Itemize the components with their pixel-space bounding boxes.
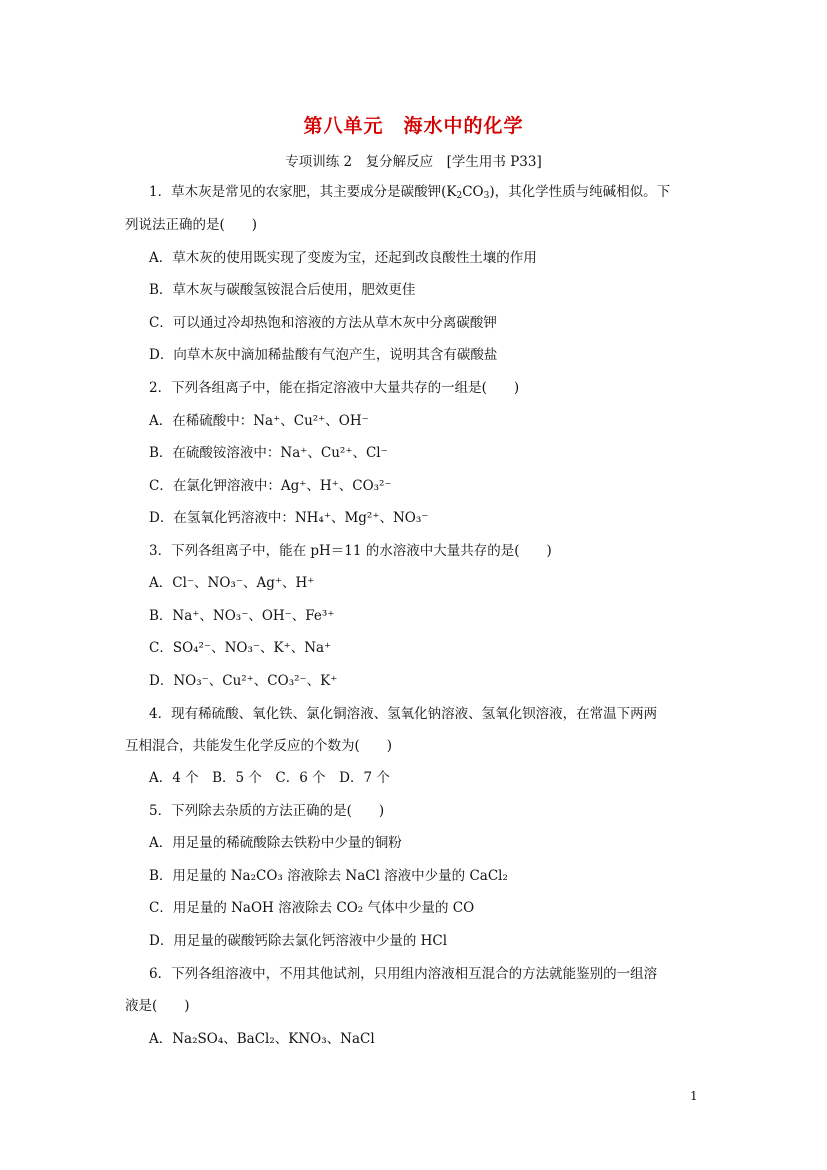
page-number: 1 [690,1089,698,1103]
question-4-stem-line-1: 4．现有稀硫酸、氧化铁、氯化铜溶液、氢氧化钠溶液、氢氧化钡溶液，在常温下两两 [149,706,658,722]
question-5-option-d: D．用足量的碳酸钙除去氯化钙溶液中少量的 HCl [149,933,448,949]
question-2-option-a: A．在稀硫酸中：Na⁺、Cu²⁺、OH⁻ [149,413,369,429]
question-1-option-a: A．草木灰的使用既实现了变废为宝，还起到改良酸性土壤的作用 [149,250,537,266]
question-3-option-c: C．SO₄²⁻、NO₃⁻、K⁺、Na⁺ [149,640,332,656]
question-6-stem-line-1: 6．下列各组溶液中，不用其他试剂，只用组内溶液相互混合的方法就能鉴别的一组溶 [149,966,658,982]
question-6-option-a: A．Na₂SO₄、BaCl₂、KNO₃、NaCl [149,1031,375,1047]
question-4-stem-line-2: 互相混合，共能发生化学反应的个数为( ) [125,738,393,754]
question-2-stem: 2．下列各组离子中，能在指定溶液中大量共存的一组是( ) [149,380,520,396]
question-5-option-b: B．用足量的 Na₂CO₃ 溶液除去 NaCl 溶液中少量的 CaCl₂ [149,868,508,884]
question-1-stem-line-1: 1．草木灰是常见的农家肥，其主要成分是碳酸钾$(K_2CO_3)$，其化学性质与纯碱相似。下 [149,184,671,201]
question-6-stem-line-2: 液是( ) [125,998,190,1014]
question-5-stem: 5．下列除去杂质的方法正确的是( ) [149,803,385,819]
question-3-stem: 3．下列各组离子中，能在 pH＝11 的水溶液中大量共存的是( ) [149,543,552,559]
question-1-option-d: D．向草木灰中滴加稀盐酸有气泡产生，说明其含有碳酸盐 [149,347,498,363]
question-3-option-b: B．Na⁺、NO₃⁻、OH⁻、Fe³⁺ [149,608,335,624]
question-1-stem-line-2: 列说法正确的是( ) [125,217,258,233]
question-2-option-d: D．在氢氧化钙溶液中：NH₄⁺、Mg²⁺、NO₃⁻ [149,510,429,526]
question-3-option-d: D．NO₃⁻、Cu²⁺、CO₃²⁻、K⁺ [149,673,338,689]
question-1-option-b: B．草木灰与碳酸氢铵混合后使用，肥效更佳 [149,282,416,298]
question-2-option-c: C．在氯化钾溶液中：Ag⁺、H⁺、CO₃²⁻ [149,478,392,494]
question-5-option-c: C．用足量的 NaOH 溶液除去 CO₂ 气体中少量的 CO [149,900,475,916]
page-subtitle: 专项训练 2 复分解反应 [学生用书 P33] [285,154,542,170]
question-2-option-b: B．在硫酸铵溶液中：Na⁺、Cu²⁺、Cl⁻ [149,445,388,461]
question-4-options: A．4 个 B．5 个 C．6 个 D．7 个 [149,770,390,786]
question-1-option-c: C．可以通过冷却热饱和溶液的方法从草木灰中分离碳酸钾 [149,315,497,331]
question-3-option-a: A．Cl⁻、NO₃⁻、Ag⁺、H⁺ [149,575,315,591]
question-5-option-a: A．用足量的稀硫酸除去铁粉中少量的铜粉 [149,835,402,851]
page-title: 第八单元 海水中的化学 [303,115,524,137]
